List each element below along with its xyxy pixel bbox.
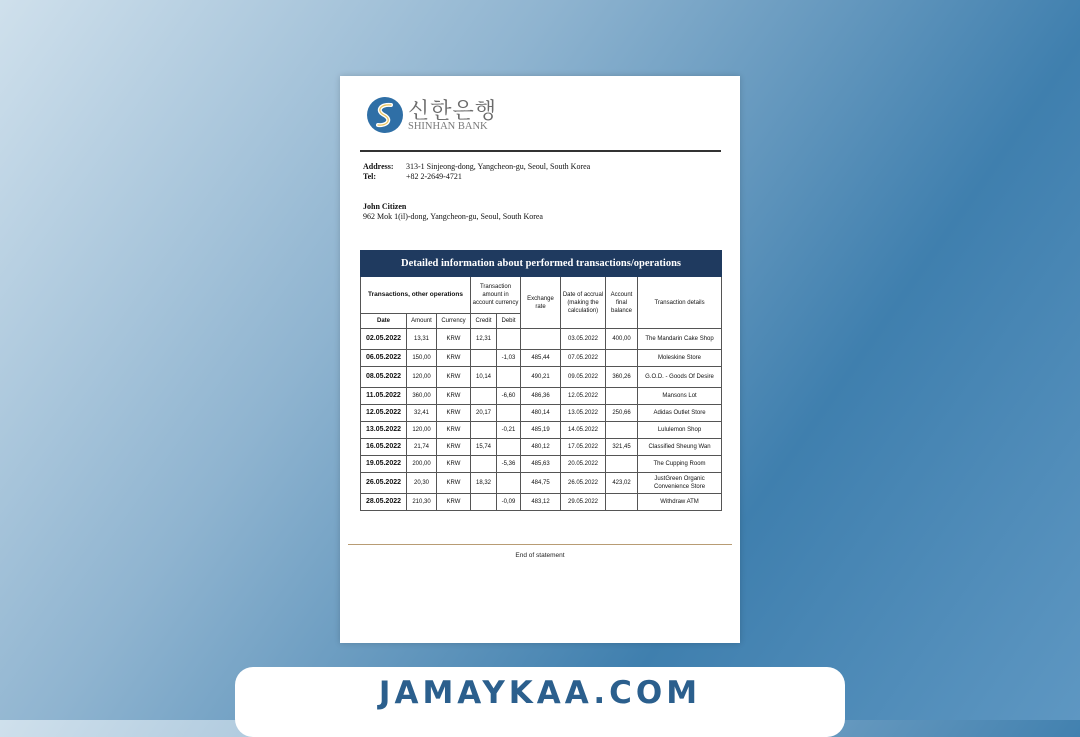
row-credit [471,388,497,405]
row-exchange-rate: 486,36 [521,388,561,405]
row-balance [606,388,638,405]
currency-column-header: Currency [437,314,471,329]
row-balance: 360,26 [606,367,638,388]
bank-name-korean: 신한은행 [408,99,498,124]
row-exchange-rate: 480,12 [521,439,561,456]
row-balance: 321,45 [606,439,638,456]
row-balance [606,350,638,367]
row-currency: KRW [437,329,471,350]
row-credit [471,350,497,367]
row-accrual-date: 17.05.2022 [561,439,606,456]
tel-label: Tel: [363,172,377,181]
transactions-table [360,250,722,511]
row-exchange-rate: 490,21 [521,367,561,388]
bank-address: 313-1 Sinjeong-dong, Yangcheon-gu, Seoul, South Korea [406,162,591,171]
row-amount: 120,00 [407,367,437,388]
row-debit: -0,09 [497,494,521,511]
date-column-header: Date [361,314,407,329]
bank-contact [363,162,590,182]
row-currency: KRW [437,494,471,511]
row-amount: 13,31 [407,329,437,350]
row-date: 11.05.2022 [361,388,407,405]
website-banner [235,667,845,737]
row-exchange-rate: 485,44 [521,350,561,367]
row-currency: KRW [437,350,471,367]
row-debit: -6,60 [497,388,521,405]
row-credit [471,494,497,511]
row-date: 08.05.2022 [361,367,407,388]
row-credit [471,456,497,473]
row-exchange-rate: 484,75 [521,473,561,494]
row-amount: 21,74 [407,439,437,456]
row-currency: KRW [437,456,471,473]
final-balance-header: Account final balance [606,277,638,329]
amount-header: Transaction amount in account currency [471,277,521,314]
bank-tel: +82 2-2649-4721 [406,172,462,181]
row-details: G.O.D. - Goods Of Desire [638,367,722,388]
table-row [361,439,722,456]
row-accrual-date: 13.05.2022 [561,405,606,422]
row-credit [471,422,497,439]
row-exchange-rate: 483,12 [521,494,561,511]
row-date: 19.05.2022 [361,456,407,473]
row-date: 26.05.2022 [361,473,407,494]
row-credit: 12,31 [471,329,497,350]
website-name: JAMAYKAA.COM [378,675,702,711]
row-credit: 20,17 [471,405,497,422]
amount-column-header: Amount [407,314,437,329]
table-row [361,405,722,422]
bank-name-english: SHINHAN BANK [408,121,488,132]
transaction-details-header: Transaction details [638,277,722,329]
row-debit [497,439,521,456]
row-accrual-date: 07.05.2022 [561,350,606,367]
row-debit: -1,03 [497,350,521,367]
row-currency: KRW [437,439,471,456]
customer-name: John Citizen [363,202,407,211]
row-currency: KRW [437,405,471,422]
row-details: The Cupping Room [638,456,722,473]
end-of-statement: End of statement [515,552,565,559]
table-row [361,388,722,405]
row-details: Lululemon Shop [638,422,722,439]
row-credit: 18,32 [471,473,497,494]
row-balance [606,456,638,473]
row-currency: KRW [437,388,471,405]
statement-page [340,76,740,643]
row-accrual-date: 09.05.2022 [561,367,606,388]
address-label: Address: [363,162,394,171]
row-exchange-rate [521,329,561,350]
accrual-date-header: Date of accrual (making the calculation) [561,277,606,329]
row-details: Adidas Outlet Store [638,405,722,422]
row-date: 16.05.2022 [361,439,407,456]
row-amount: 32,41 [407,405,437,422]
row-debit [497,405,521,422]
row-accrual-date: 20.05.2022 [561,456,606,473]
row-debit [497,329,521,350]
row-accrual-date: 03.05.2022 [561,329,606,350]
row-amount: 200,00 [407,456,437,473]
row-currency: KRW [437,422,471,439]
row-amount: 120,00 [407,422,437,439]
row-currency: KRW [437,473,471,494]
row-date: 12.05.2022 [361,405,407,422]
row-balance: 423,02 [606,473,638,494]
row-amount: 20,30 [407,473,437,494]
row-accrual-date: 26.05.2022 [561,473,606,494]
row-debit: -5,36 [497,456,521,473]
table-row [361,422,722,439]
row-accrual-date: 14.05.2022 [561,422,606,439]
row-exchange-rate: 485,63 [521,456,561,473]
row-credit: 10,14 [471,367,497,388]
row-accrual-date: 29.05.2022 [561,494,606,511]
table-row [361,494,722,511]
row-details: Classified Sheung Wan [638,439,722,456]
row-debit [497,367,521,388]
transactions-group-header: Transactions, other operations [361,277,471,314]
table-title: Detailed information about performed transactions/operations [361,251,722,277]
row-exchange-rate: 480,14 [521,405,561,422]
row-balance [606,422,638,439]
row-debit [497,473,521,494]
row-date: 28.05.2022 [361,494,407,511]
row-date: 02.05.2022 [361,329,407,350]
row-currency: KRW [437,367,471,388]
row-accrual-date: 12.05.2022 [561,388,606,405]
row-exchange-rate: 485,19 [521,422,561,439]
row-amount: 360,00 [407,388,437,405]
row-balance [606,494,638,511]
row-credit: 15,74 [471,439,497,456]
row-details: Withdraw ATM [638,494,722,511]
row-amount: 210,30 [407,494,437,511]
row-balance: 250,66 [606,405,638,422]
row-details: JustGreen Organic Convenience Store [638,473,722,494]
table-row [361,350,722,367]
row-date: 06.05.2022 [361,350,407,367]
customer-info [363,202,543,222]
row-amount: 150,00 [407,350,437,367]
shinhan-logo-icon [366,96,404,134]
debit-column-header: Debit [497,314,521,329]
credit-column-header: Credit [471,314,497,329]
row-details: Mansons Lot [638,388,722,405]
row-details: The Mandarin Cake Shop [638,329,722,350]
table-row [361,473,722,494]
row-date: 13.05.2022 [361,422,407,439]
footer-divider [348,544,732,545]
table-row [361,329,722,350]
exchange-rate-header: Exchange rate [521,277,561,329]
table-row [361,367,722,388]
row-debit: -0,21 [497,422,521,439]
row-details: Moleskine Store [638,350,722,367]
header-divider [360,150,721,152]
table-row [361,456,722,473]
row-balance: 400,00 [606,329,638,350]
customer-address: 962 Mok 1(il)-dong, Yangcheon-gu, Seoul, South Korea [363,212,543,221]
